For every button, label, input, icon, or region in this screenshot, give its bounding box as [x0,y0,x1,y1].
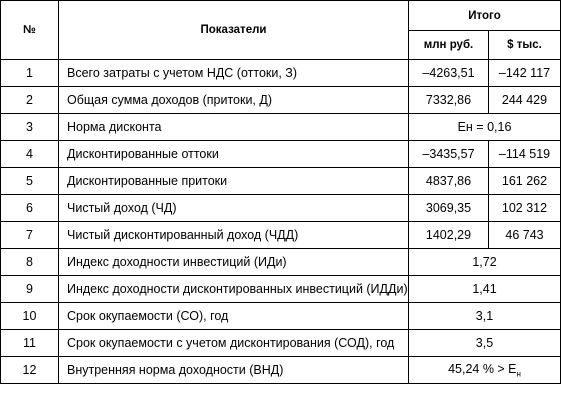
table-row [1,195,561,222]
row-num: 3 [1,114,59,141]
row-label: Дисконтированные оттоки [59,141,409,168]
row-value-merged [409,357,561,384]
table-row [1,87,561,114]
row-value-rub: –3435,57 [409,141,489,168]
table-row [1,141,561,168]
table-row [1,222,561,249]
header-num: № [1,1,59,60]
table-row [1,357,561,384]
row-value-merged: 3,5 [409,330,561,357]
header-total: Итого [409,1,561,31]
row-num: 1 [1,60,59,87]
row-label: Чистый доход (ЧД) [59,195,409,222]
row-label: Срок окупаемости (СО), год [59,303,409,330]
table-row [1,168,561,195]
row-value-usd: 102 312 [489,195,561,222]
row-num: 12 [1,357,59,384]
row-num: 5 [1,168,59,195]
header-row-top [1,1,561,31]
row-num: 4 [1,141,59,168]
table-row [1,114,561,141]
row-label: Дисконтированные притоки [59,168,409,195]
table-row [1,249,561,276]
row-label: Всего затраты с учетом НДС (оттоки, З) [59,60,409,87]
irr-value: 45,24 % > Е [448,361,517,376]
table-row [1,60,561,87]
row-value-usd: 46 743 [489,222,561,249]
row-label: Чистый дисконтированный доход (ЧДД) [59,222,409,249]
row-label: Срок окупаемости с учетом дисконтирования (СОД), год [59,330,409,357]
row-value-rub: 7332,86 [409,87,489,114]
header-usd-k: $ тыс. [489,31,561,60]
row-num: 10 [1,303,59,330]
row-label: Индекс доходности дисконтированных инвестиций (ИДДи) [59,276,409,303]
row-num: 8 [1,249,59,276]
row-value-usd: 161 262 [489,168,561,195]
row-label: Индекс доходности инвестиций (ИДи) [59,249,409,276]
row-value-usd: –142 117 [489,60,561,87]
row-num: 11 [1,330,59,357]
header-indicator: Показатели [59,1,409,60]
row-value-rub: 3069,35 [409,195,489,222]
row-value-rub: 1402,29 [409,222,489,249]
row-value-merged: 3,1 [409,303,561,330]
irr-subscript: н [516,369,521,379]
row-value-merged: 1,72 [409,249,561,276]
row-label: Внутренняя норма доходности (ВНД) [59,357,409,384]
table-row [1,330,561,357]
row-value-usd: –114 519 [489,141,561,168]
table-row [1,303,561,330]
row-num: 2 [1,87,59,114]
row-num: 7 [1,222,59,249]
row-value-merged: 1,41 [409,276,561,303]
row-value-usd: 244 429 [489,87,561,114]
row-num: 6 [1,195,59,222]
header-mln-rub: млн руб. [409,31,489,60]
row-label: Общая сумма доходов (притоки, Д) [59,87,409,114]
row-num: 9 [1,276,59,303]
row-value-rub: 4837,86 [409,168,489,195]
row-value-rub: –4263,51 [409,60,489,87]
row-label: Норма дисконта [59,114,409,141]
table-row [1,276,561,303]
row-value-merged: Ен = 0,16 [409,114,561,141]
